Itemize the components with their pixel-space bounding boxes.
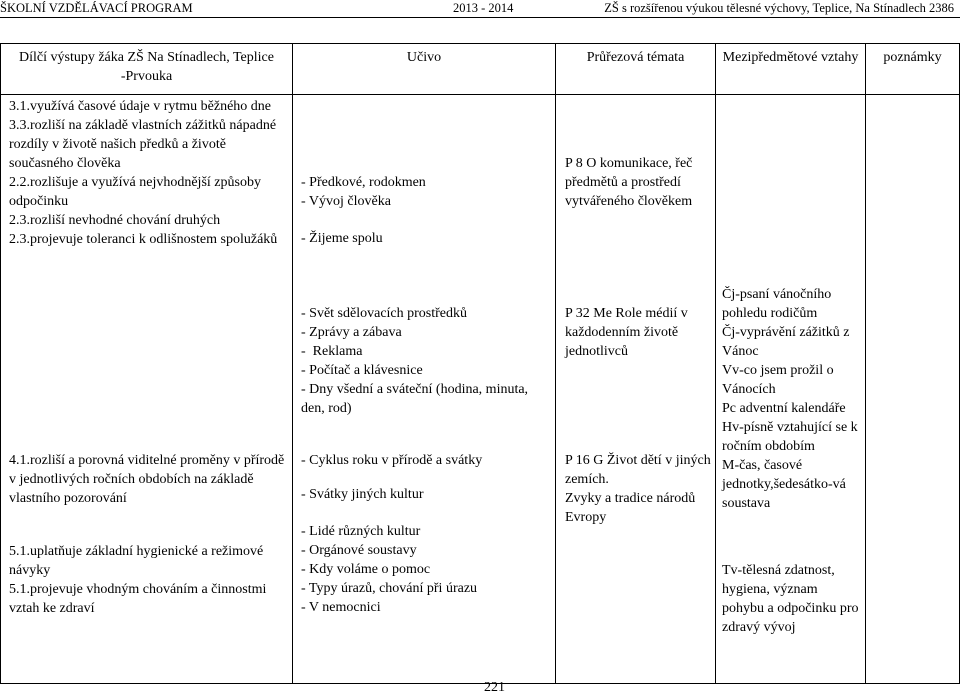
temata-cell <box>556 95 716 684</box>
header-ucivo: Učivo <box>293 44 556 95</box>
vystupy-block: 3.1.využívá časové údaje v rytmu běžného dne 3.3.rozliší na základě vlastních zážitků nápadné rozdíly v životě našich předků a životě současného člověka 2.2.rozlišuje a využívá nejvhodnější způsoby odpočinku 2.3.rozliší nevhodné chování druhých 2.3.projevuje toleranci k odlišnostem spolužáků <box>9 99 278 247</box>
header-school-program: ŠKOLNÍ VZDĚLÁVACÍ PROGRAM <box>0 1 193 15</box>
header-school-year: 2013 - 2014 <box>453 1 514 15</box>
ucivo-block: - Předkové, rodokmen - Vývoj člověka <box>301 175 426 209</box>
page-number: 221 <box>484 680 505 695</box>
header-vztahy: Mezipředmětové vztahy <box>716 44 866 95</box>
ucivo-block: - Svět sdělovacích prostředků - Zprávy a zábava - Reklama - Počítač a klávesnice - Dny všední a sváteční (hodina, minuta, den, rod) <box>301 306 529 416</box>
ucivo-cell <box>293 95 556 684</box>
header-school-name: ZŠ s rozšířenou výukou tělesné výchovy, Teplice, Na Stínadlech 2386 <box>604 1 954 15</box>
header-rule <box>0 17 960 18</box>
vztahy-block: Čj-psaní vánočního pohledu rodičům Čj-vyprávění zážitků z Vánoc Vv-co jsem prožil o Vánocích Pc adventní kalendáře Hv-písně vztahující se k ročním obdobím M-čas, časové jednotky,šedesátko-vá soustava <box>722 287 858 511</box>
ucivo-block: - Lidé různých kultur - Orgánové soustavy - Kdy voláme o pomoc - Typy úrazů, chování při úrazu - V nemocnici <box>301 524 478 615</box>
ucivo-block: - Svátky jiných kultur <box>301 487 424 502</box>
header-temata: Průřezová témata <box>556 44 716 95</box>
ucivo-block: - Žijeme spolu <box>301 231 383 246</box>
vztahy-block: Tv-tělesná zdatnost, hygiena, význam pohybu a odpočinku pro zdravý vývoj <box>722 563 862 635</box>
poznamky-cell <box>866 95 960 684</box>
vztahy-cell <box>716 95 866 684</box>
temata-block: P 32 Me Role médií v každodenním životě jednotlivců <box>565 306 692 359</box>
temata-block: P 16 G Život dětí v jiných zemích. Zvyky a tradice národů Evropy <box>565 453 711 525</box>
curriculum-table <box>0 43 960 684</box>
page-header <box>0 0 960 18</box>
table-header-row <box>1 44 960 95</box>
table-body-row <box>1 95 960 684</box>
header-poznamky: poznámky <box>866 44 960 95</box>
header-vystupy: Dílčí výstupy žáka ZŠ Na Stínadlech, Teplice -Prvouka <box>1 44 293 95</box>
ucivo-block: - Cyklus roku v přírodě a svátky <box>301 453 483 468</box>
vystupy-cell <box>1 95 293 684</box>
vystupy-block: 5.1.uplatňuje základní hygienické a režimové návyky 5.1.projevuje vhodným chováním a činnostmi vztah ke zdraví <box>9 544 267 616</box>
vystupy-block: 4.1.rozliší a porovná viditelné proměny v přírodě v jednotlivých ročních obdobích na základě vlastního pozorování <box>9 453 288 506</box>
temata-block: P 8 O komunikace, řeč předmětů a prostředí vytvářeného člověkem <box>565 156 696 209</box>
